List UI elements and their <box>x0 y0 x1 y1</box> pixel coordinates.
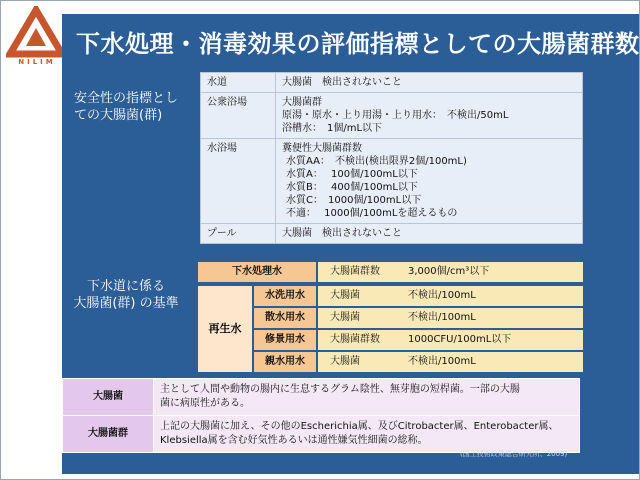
reclaimed-water-label: 再生水 <box>198 286 252 372</box>
reuse-standard <box>318 286 583 306</box>
standard-line: 水質A： 100個/100mL以下 <box>286 169 418 180</box>
standard-line: 大腸菌群 <box>282 97 322 108</box>
table-row <box>201 224 583 244</box>
reuse-use: 水洗用水 <box>254 286 316 306</box>
standard-line: 浴槽水： 1個/mL以下 <box>282 123 383 134</box>
reuse-param: 大腸菌群数 <box>330 334 380 345</box>
reuse-value: 不検出/100mL <box>408 356 476 367</box>
standard-cell <box>276 73 583 93</box>
sewer-label-line: 大腸菌(群) の基準 <box>73 296 179 311</box>
standard-line: 原湯・原水・上り用湯・上り用水： 不検出/50mL <box>282 110 509 121</box>
sewer-standards-label <box>62 278 190 312</box>
reuse-use: 親水用水 <box>254 352 316 372</box>
reuse-value: 不検出/100mL <box>408 312 476 323</box>
reuse-param: 大腸菌 <box>330 290 360 301</box>
definition-line: 主として人間や動物の腸内に生息するグラム陰性、無芽胞の短桿菌。一部の大腸 <box>160 384 520 395</box>
table-row <box>254 330 583 350</box>
standard-line: 大腸菌 検出されないこと <box>282 77 402 88</box>
table-row <box>63 416 580 453</box>
definition-text <box>154 416 580 453</box>
treated-water-label: 下水処理水 <box>198 262 316 282</box>
table-row <box>201 73 583 93</box>
nilim-logo <box>6 6 66 72</box>
standard-cell <box>276 93 583 139</box>
safety-label-line: 安全性の指標とし <box>74 91 179 106</box>
slide-title: 下水処理・消毒効果の評価指標としての大腸菌群数 <box>76 30 640 58</box>
safety-standards-table <box>200 72 583 244</box>
standard-line: 水質C： 1000個/100mL以下 <box>286 195 422 206</box>
triangle-logo-icon <box>6 6 66 58</box>
category-cell: 水道 <box>201 73 276 93</box>
standard-cell <box>276 139 583 224</box>
reuse-use: 散水用水 <box>254 308 316 328</box>
table-row <box>254 352 583 372</box>
reuse-standard <box>318 330 583 350</box>
standard-line: 不適： 1000個/100mLを超えるもの <box>286 208 458 219</box>
table-row <box>254 286 583 306</box>
title-bar <box>62 14 640 67</box>
category-cell: プール <box>201 224 276 244</box>
logo-text: NILIM <box>18 58 56 66</box>
reuse-use: 修景用水 <box>254 330 316 350</box>
table-row <box>198 262 583 282</box>
treated-value: 3,000個/cm³以下 <box>408 266 490 277</box>
source-citation: (国土技術政策総合研究所、2009) <box>460 450 568 458</box>
category-cell: 水浴場 <box>201 139 276 224</box>
safety-label-line: ての大腸菌(群) <box>74 108 163 123</box>
standard-line: 大腸菌 検出されないこと <box>282 228 402 239</box>
reuse-value: 1000CFU/100mL以下 <box>408 334 512 345</box>
table-row <box>201 93 583 139</box>
reuse-standard <box>318 352 583 372</box>
definition-term: 大腸菌群 <box>63 416 154 453</box>
safety-indicator-label <box>74 90 178 124</box>
definition-line: 菌に病原性がある。 <box>160 398 250 409</box>
standard-line: 水質AA： 不検出(検出限界2個/100mL) <box>286 156 467 167</box>
definitions-table <box>62 378 580 453</box>
treated-param: 大腸菌群数 <box>330 266 380 277</box>
treated-water-standard <box>318 262 583 282</box>
sewer-label-line: 下水道に係る <box>86 279 165 294</box>
table-row <box>63 379 580 416</box>
reuse-param: 大腸菌 <box>330 312 360 323</box>
standard-line: 糞便性大腸菌群数 <box>282 143 362 154</box>
standard-cell <box>276 224 583 244</box>
reuse-value: 不検出/100mL <box>408 290 476 301</box>
definition-line: Klebsiella属を含む好気性あるいは通性嫌気性細菌の総称。 <box>160 435 428 446</box>
definition-line: 上記の大腸菌に加え、その他のEscherichia属、及びCitrobacter属、Enterobacter属、 <box>160 421 559 432</box>
table-row <box>201 139 583 224</box>
table-row <box>254 308 583 328</box>
reuse-standard <box>318 308 583 328</box>
definition-text <box>154 379 580 416</box>
reuse-param: 大腸菌 <box>330 356 360 367</box>
category-cell: 公衆浴場 <box>201 93 276 139</box>
definition-term: 大腸菌 <box>63 379 154 416</box>
standard-line: 水質B： 400個/100mL以下 <box>286 182 418 193</box>
